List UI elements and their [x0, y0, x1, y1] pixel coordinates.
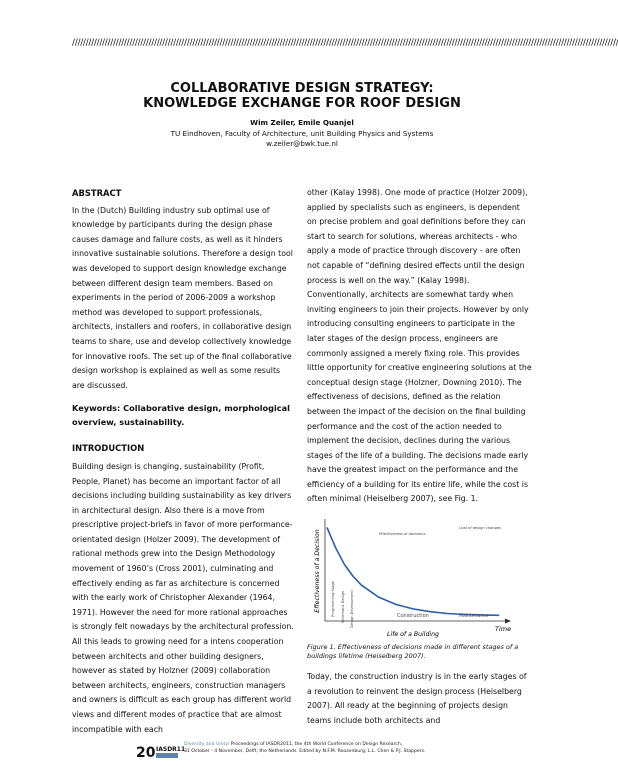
abstract-text: In the (Dutch) Building industry sub optimal use of knowledge by participants during the design phase causes damage and failure costs, as well as it hinders innovative sustainable solutions. Therefore a design tool was developed to support design knowledge exchange between different design team members. Based on experiments in the period of 2006-2009 a workshop method was developed to support professionals, architects, installers and roofers, in collaborative design teams to share, use and develop collectively knowledge for innovative roofs. The set up of the final collaborative design workshop is explained as well as some results are discussed.	[72, 205, 293, 390]
y-axis-label: Effectiveness of a Decision	[314, 529, 321, 613]
annotation-cost: Cost of design changes	[459, 526, 501, 531]
footer-text	[184, 742, 554, 755]
paper-title	[72, 82, 532, 111]
effectiveness-chart	[309, 515, 527, 639]
figure-1	[309, 515, 527, 639]
stage-label-schematic: Schematic Design	[341, 590, 345, 624]
right-column	[307, 186, 532, 728]
footer-line1: : Proceedings of IASDR2011, the 4th World Conference on Design Research,	[227, 742, 403, 747]
keywords: Keywords: Collaborative design, morphological overview, sustainability.	[72, 403, 290, 428]
author-email: w.zeiler@bwk.tue.nl	[266, 139, 338, 148]
curve-point-8	[430, 611, 431, 612]
abstract-heading: ABSTRACT	[72, 188, 122, 198]
paper-title-line2: KNOWLEDGE EXCHANGE FOR ROOF DESIGN	[143, 95, 461, 111]
author-block	[72, 118, 532, 150]
curve-point-2	[344, 564, 345, 565]
intro-paragraph-2: All this leads to growing need for a intens cooperation between architects and other building designers, however as stated by Holzner (2009) collaboration between architects, engineers, construction managers and owners is difficult as each group has different world views and different modes of practice that are almost incompatible with each	[72, 637, 292, 734]
curve-point-5	[378, 597, 379, 598]
stage-label-construction: Construction	[397, 613, 429, 620]
annotation-effectiveness: Effectiveness of decisions	[379, 532, 426, 537]
figure-1-caption: Figure 1. Effectiveness of decisions made in different stages of a buildings lifetime (Heiselberg 2007).	[307, 643, 519, 660]
right-paragraph-1: other (Kalay 1998). One mode of practice (Holzer 2009), applied by specialists such as engineers, is dependent on precise problem and goal definitions before they can start to search for solutions, whereas architects - who apply a mode of practice through discovery - are often not capable of “defining desired effects until the design process is well on the way.” (Kalay 1998).	[307, 188, 528, 285]
author-affiliation: TU Eindhoven, Faculty of Architecture, unit Building Physics and Systems	[170, 128, 434, 138]
logo-number: 20	[136, 745, 156, 761]
x-axis-end-label: Time	[495, 625, 512, 634]
right-paragraph-3: Today, the construction industry is in the early stages of a revolution to reinvent the design process (Heiselberg 2007). All ready at the beginning of projects design teams include both architects and	[307, 672, 527, 725]
footer-conference-name: Diversity and Unity	[184, 742, 228, 747]
page-footer	[136, 740, 556, 762]
logo-text: IASDR11	[156, 746, 186, 753]
curve-point-4	[361, 585, 362, 586]
footer-line2: 31 October - 4 November, Delft, the Netherlands. Edited by N.F.M. Roozenburg, L.L. Chen & P.J. Stappers.	[184, 748, 426, 754]
iasdr-logo	[136, 742, 186, 761]
curve-point-1	[335, 547, 336, 548]
author-names: Wim Zeiler, Emile Quanjel	[250, 118, 354, 127]
curve-point-0	[327, 527, 328, 528]
intro-paragraph-1: Building design is changing, sustainability (Profit, People, Planet) has become an important factor of all decisions including building sustainability as key drivers in architectural design. Also there is a move from prescriptive project-briefs in favor of more performance-orientated design (Holzer 2009). The development of rational methods grew into the Design Methodology movement of 1960’s (Cross 2001), culminating and effectively ending as far as architecture is concerned with the early work of Christopher Alexander (1964, 1971). However the need for more rational approaches is strongly felt nowadays by the architectural profession.	[72, 461, 294, 632]
stage-label-development: Design Development	[350, 590, 354, 628]
x-axis-arrow	[505, 619, 511, 624]
left-column	[72, 186, 294, 737]
stage-label-maintenance: Maintenance	[459, 614, 489, 620]
introduction-heading: INTRODUCTION	[72, 443, 145, 454]
logo-bar	[156, 753, 178, 758]
curve-point-3	[352, 576, 353, 577]
curve-point-7	[413, 608, 414, 609]
curve-point-12	[499, 615, 500, 616]
stage-label-programming: Programming Stage	[331, 581, 335, 617]
right-paragraph-2: Conventionally, architects are somewhat tardy when inviting engineers to join their projects. However by only introducing consulting engineers to participate in the later stages of the design process, engineers are commonly assigned a merely fixing role. This provides little opportunity for creative engineering solutions at the conceptual design stage (Holzner, Downing 2010). The effectiveness of decisions, defined as the relation between the impact of the decision on the final building performance and the cost of the action needed to implement the decision, declines during the various stages of the life of a building. The decisions made early have the greatest impact on the performance and the efficiency of a building for its entire life, while the cost is often minimal (Heiselberg 2007), see Fig. 1.	[307, 290, 532, 504]
x-axis-label: Life of a Building	[387, 631, 439, 639]
curve-point-6	[395, 604, 396, 605]
curve-point-9	[447, 613, 448, 614]
paper-title-line1: COLLABORATIVE DESIGN STRATEGY:	[170, 81, 434, 96]
header-slash-rule: ////////////////////////////////////////////////////////////////////////////////////////////////////////////////////////////////////////////////////////////////////////////////////////////////////////	[72, 38, 618, 48]
